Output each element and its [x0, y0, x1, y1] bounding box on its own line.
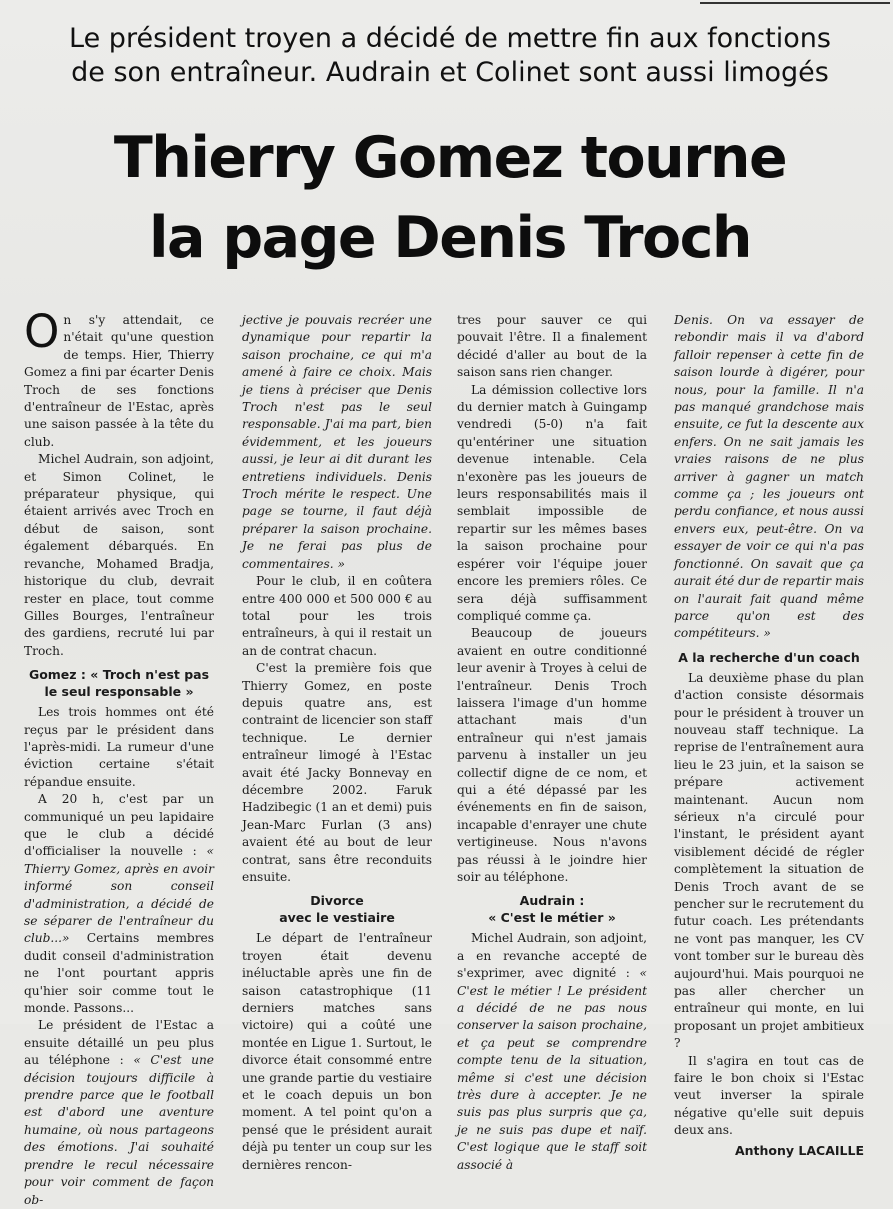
subheading-line-1: Divorce [310, 893, 364, 909]
text-span: Certains membres dudit conseil d'administration ne l'ont pourtant appris qu'hier soir comme tout le monde. Passons... [24, 931, 214, 1016]
paragraph: La démission collective lors du dernier match à Guingamp vendredi (5-0) n'a fait qu'entériner une situation devenue intenable. Cela n'exonère pas les joueurs de leurs responsabilités mais il semblait impossible de repartir sur les mêmes bases la saison prochaine pour espérer voir l'équipe jouer encore les premiers rôles. Ce sera déjà suffisamment compliqué comme ça. [457, 382, 647, 623]
subheading [457, 892, 647, 926]
subheading-line-2: « C'est le métier » [488, 910, 616, 926]
lead-text: n s'y attendait, ce n'était qu'une question de temps. Hier, Thierry Gomez a fini par écarter Denis Troch de ses fonctions d'entraîneur de l'Estac, après une saison passée à la tête du club. [24, 313, 214, 449]
quote: « Thierry Gomez, après en avoir informé son conseil d'administration, a décidé de se séparer de l'entraîneur du club...» [24, 844, 214, 946]
paragraph: C'est la première fois que Thierry Gomez, en poste depuis quatre ans, est contraint de licencier son staff technique. Le dernier entraîneur limogé à l'Estac avait été Jacky Bonnevay en décembre 2002. Faruk Hadzibegic (1 an et demi) puis Jean-Marc Furlan (3 ans) avaient été au bout de leur contrat, sans être reconduits ensuite. [242, 661, 432, 884]
kicker-line-2: de son entraîneur. Audrain et Colinet sont aussi limogés [71, 57, 829, 88]
article-column-2 [242, 312, 432, 1172]
top-rule [700, 2, 890, 4]
quote: « C'est le métier ! Le président a décidé de ne pas nous conserver la saison prochaine, et ça peut se comprendre compte tenu de la situation, même si c'est une décision très dure à accepter. Je ne suis pas plus surpris que ça, je ne suis pas dupe et naïf. C'est logique que le staff soit associé à [457, 966, 647, 1172]
paragraph: Michel Audrain, son adjoint, et Simon Colinet, le préparateur physique, qui étaient arrivés avec Troch en début de saison, sont également débarqués. En revanche, Mohamed Bradja, historique du club, devrait rester en place, tout comme Gilles Bourges, l'entraîneur des gardiens, recruté lui par Troch. [24, 452, 214, 658]
paragraph: tres pour sauver ce qui pouvait l'être. Il a finalement décidé d'aller au bout de la saison sans rien changer. [457, 313, 647, 380]
paragraph: Le départ de l'entraîneur troyen était devenu inéluctable après une fin de saison catastrophique (11 derniers matches sans victoire) qui a coûté une montée en Ligue 1. Surtout, le divorce était consommé entre une grande partie du vestiaire et le coach depuis un bon moment. A tel point qu'on a pensé que le président aurait déjà pu tenter un coup sur les dernières rencon- [242, 931, 432, 1172]
headline [20, 118, 880, 278]
subheading-line-2: avec le vestiaire [279, 910, 395, 926]
subheading-line-1: Audrain : [519, 893, 585, 909]
paragraph: La deuxième phase du plan d'action consiste désormais pour le président à trouver un nouveau staff technique. La reprise de l'entraînement aura lieu le 23 juin, et la saison se prépare activement maintenant. Aucun nom sérieux n'a circulé pour l'instant, le président ayant visiblement décidé de régler complètement la situation de Denis Troch avant de se pencher sur le recrutement du futur coach. Les prétendants ne vont pas manquer, les CV vont tomber sur le bureau dès aujourd'hui. Mais pourquoi ne pas aller chercher un entraîneur qui monte, en lui proposant un projet ambitieux ? [674, 670, 864, 1051]
quote: « C'est une décision toujours difficile à prendre parce que le football est d'abord une aventure humaine, où nous partageons des émotions. J'ai souhaité prendre le recul nécessaire pour voir comment de façon ob- [24, 1053, 215, 1207]
quote: Denis. On va essayer de rebondir mais il va d'abord falloir repenser à cette fin de saison lourde à digérer, pour nous, pour la famille. Il n'a pas manqué grandchose mais ensuite, ce fut la descente aux enfers. On ne sait jamais les vraies raisons de ne plus arriver à gagner un match comme ça ; les joueurs ont perdu confiance, et nous aussi envers eux, peut-être. On va essayer de voir ce qui n'a pas fonctionné. On savait que ça aurait été dur de repartir mais on l'aurait fait quand même parce qu'on est des compétiteurs. » [674, 313, 864, 641]
text-span: A 20 h, c'est par un communiqué un peu lapidaire que le club a décidé d'officialiser la nouvelle : [24, 792, 214, 859]
byline: Anthony LACAILLE [734, 1142, 864, 1158]
paragraph [242, 312, 432, 573]
paragraph: Pour le club, il en coûtera entre 400 000 et 500 000 € au total pour les trois entraîneurs, à qui il restait un an de contrat chacun. [242, 574, 432, 658]
paragraph [24, 305, 214, 451]
subheading: Gomez : « Troch n'est pas le seul responsable » [28, 667, 210, 700]
quote: jective je pouvais recréer une dynamique pour repartir la saison prochaine, ce qui m'a amené à faire ce choix. Mais je tiens à préciser que Denis Troch n'est pas le seul responsable. J'ai ma part, bien évidemment, et les joueurs aussi, je leur ai dit durant les entretiens individuels. Denis Troch mérite le respect. Une page se tourne, il faut déjà préparer la saison prochaine. Je ne ferai pas plus de commentaires. » [242, 313, 432, 571]
headline-line-2: la page Denis Troch [148, 205, 752, 271]
paragraph: Les trois hommes ont été reçus par le président dans l'après-midi. La rumeur d'une éviction certaine s'était répandue ensuite. [24, 705, 214, 789]
paragraph [674, 312, 864, 643]
article-column-3 [457, 312, 647, 1172]
kicker [20, 22, 880, 90]
paragraph [24, 1017, 214, 1208]
text-span: Michel Audrain, son adjoint, a en revanche accepté de s'exprimer, avec dignité : [457, 931, 647, 981]
subheading: A la recherche d'un coach [678, 649, 860, 665]
paragraph [457, 930, 647, 1174]
paragraph: Il s'agira en tout cas de faire le bon choix si l'Estac veut inverser la spirale négative qu'elle suit depuis deux ans. [674, 1053, 864, 1138]
article-column-4 [674, 312, 864, 1158]
kicker-line-1: Le président troyen a décidé de mettre fin aux fonctions [69, 23, 831, 54]
paragraph [24, 791, 214, 1017]
headline-line-1: Thierry Gomez tourne [113, 125, 787, 191]
subheading [242, 892, 432, 926]
text-span: Le président de l'Estac a ensuite détaillé un peu plus au téléphone : [24, 1018, 214, 1068]
article-column-1 [24, 305, 215, 1207]
drop-cap: O [24, 305, 60, 358]
paragraph: Beaucoup de joueurs avaient en outre conditionné leur avenir à Troyes à celui de l'entraîneur. Denis Troch laissera l'image d'un homme attachant mais d'un entraîneur qui n'est jamais parvenu à installer un jeu collectif digne de ce nom, et qui a été dépassé par les événements en fin de saison, incapable d'enrayer une chute vertigineuse. Nous n'avons pas réussi à le joindre hier soir au téléphone. [457, 626, 647, 884]
